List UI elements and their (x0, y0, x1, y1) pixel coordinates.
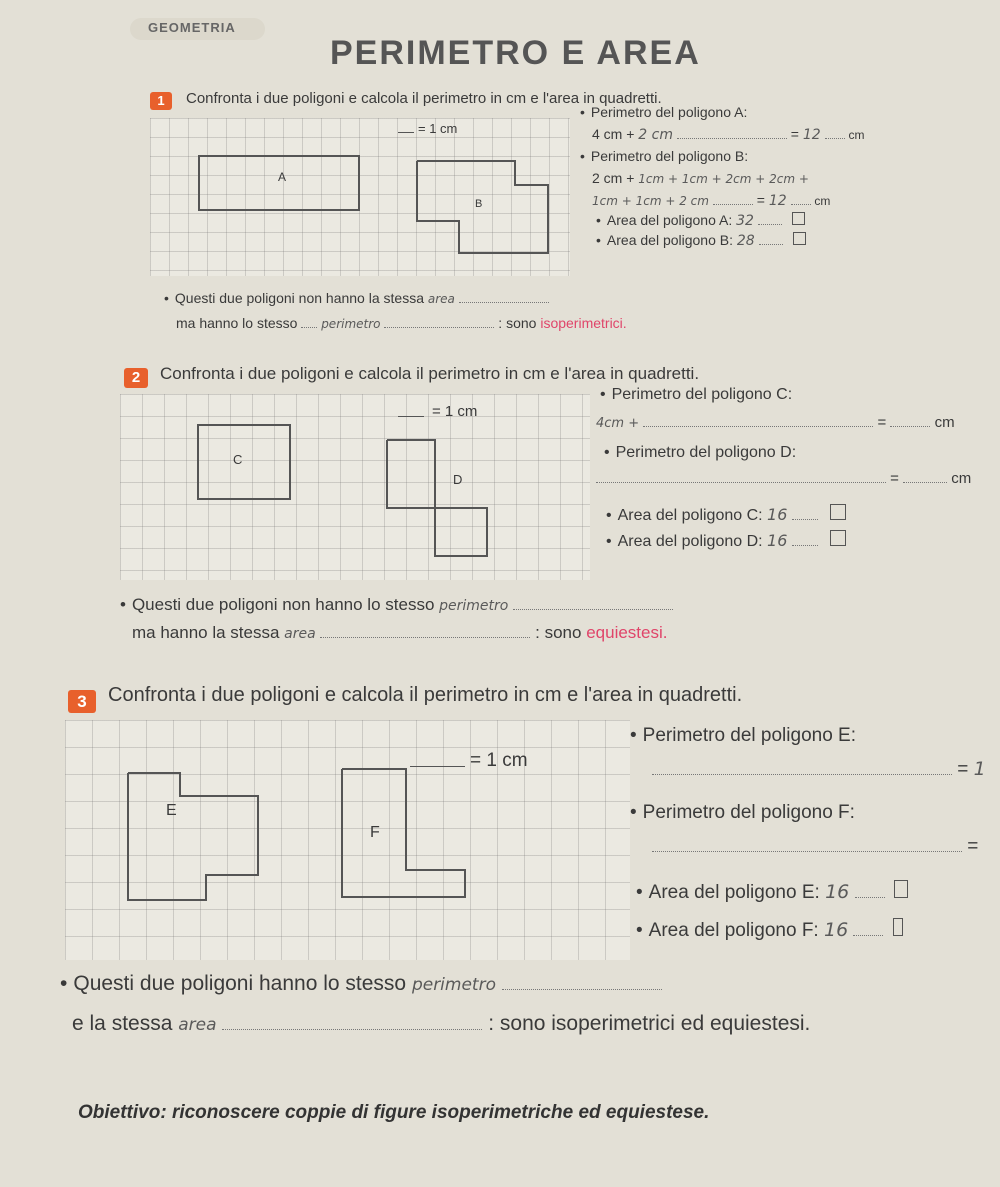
polygon-e (120, 765, 270, 905)
exercise-3-q2: e la stessa (72, 1012, 173, 1035)
polygon-a-label: A (278, 170, 287, 184)
exercise-1-conclusion-2 (176, 315, 627, 331)
perimeter-b-handwriting-1: 1cm + 1cm + 2cm + 2cm + (638, 172, 809, 186)
exercise-2-q2: ma hanno la stessa (132, 623, 280, 642)
polygon-f-outline (342, 769, 465, 897)
exercise-3-conclusion-2 (72, 1012, 810, 1036)
exercise-3-instruction: Confronta i due poligoni e calcola il perimetro in cm e l'area in quadretti. (108, 684, 743, 706)
polygon-d-outline (387, 440, 487, 556)
exercise-1-badge: 1 (150, 92, 172, 110)
perimeter-d-calc (596, 470, 971, 487)
page-title: PERIMETRO E AREA (330, 34, 701, 72)
perimeter-d-label: • Perimetro del poligono D: (604, 444, 796, 461)
perimeter-f-row (630, 802, 855, 824)
exercise-2-instruction: Confronta i due poligoni e calcola il perimetro in cm e l'area in quadretti. (160, 364, 700, 383)
exercise-2-keyword: equiestesi. (586, 623, 668, 642)
perimeter-e-value: 1 (973, 758, 986, 780)
exercise-3-q1-answer: perimetro (411, 975, 496, 995)
area-f-label: • Area del poligono F: (636, 920, 819, 941)
perimeter-a-unit: cm (848, 128, 865, 142)
polygon-c-label: C (233, 452, 243, 467)
square-unit-icon (830, 530, 846, 546)
polygon-e-outline (128, 773, 258, 900)
exercise-2-q2-answer: area (284, 626, 316, 642)
perimeter-b-calc-2 (592, 192, 830, 209)
polygon-b (415, 145, 555, 255)
area-b-row (596, 232, 806, 249)
exercise-1-scale-line (398, 132, 414, 133)
exercise-3-q1: • Questi due poligoni hanno lo stesso (60, 972, 406, 995)
polygon-f (335, 762, 475, 902)
perimeter-f-calc (652, 836, 997, 858)
perimeter-a-row (580, 104, 747, 120)
perimeter-c-handwriting: 4cm + (596, 416, 640, 431)
perimeter-a-calc (592, 126, 932, 143)
area-a-row (596, 212, 805, 229)
perimeter-c-equals: = (877, 414, 887, 431)
polygon-c (197, 424, 291, 500)
area-d-value: 16 (767, 531, 788, 550)
polygon-f-label: F (370, 824, 380, 841)
square-unit-icon (830, 504, 846, 520)
perimeter-b-equals: = (756, 192, 765, 208)
area-a-label: • Area del poligono A: (596, 212, 732, 228)
perimeter-f-label: • Perimetro del poligono F: (630, 802, 855, 823)
perimeter-c-unit: cm (934, 414, 955, 431)
polygon-e-label: E (166, 802, 177, 819)
perimeter-d-row (604, 444, 796, 462)
perimeter-a-handwriting: 2 cm (638, 127, 673, 143)
perimeter-b-row (580, 148, 748, 164)
exercise-3-badge: 3 (68, 690, 96, 713)
square-unit-icon (793, 232, 806, 245)
perimeter-a-equals: = (790, 126, 799, 142)
polygon-d-label: D (453, 472, 463, 487)
perimeter-e-row (630, 725, 856, 747)
area-b-value: 28 (736, 233, 755, 249)
area-f-row (636, 918, 903, 942)
exercise-1-q1-answer: area (427, 292, 455, 306)
exercise-1-scale: = 1 cm (418, 121, 458, 136)
perimeter-b-unit: cm (814, 194, 831, 208)
exercise-3-q2-end: : sono isoperimetrici ed equiestesi. (488, 1012, 811, 1035)
exercise-1-keyword: isoperimetrici. (540, 315, 627, 331)
perimeter-a-value: 12 (802, 127, 821, 143)
area-f-value: 16 (824, 919, 849, 941)
perimeter-f-equals: = (967, 836, 979, 857)
perimeter-c-calc (596, 414, 955, 431)
area-d-row (606, 530, 846, 551)
exercise-2-badge: 2 (124, 368, 148, 388)
perimeter-c-row (600, 386, 792, 404)
perimeter-b-calc-1 (592, 170, 809, 186)
area-e-row (636, 880, 908, 904)
perimeter-e-calc (652, 758, 997, 781)
area-c-row (606, 504, 846, 525)
exercise-2-q2-end: : sono (535, 623, 582, 642)
polygon-b-outline (417, 161, 548, 253)
area-d-label: • Area del poligono D: (606, 533, 763, 550)
perimeter-a-label: • Perimetro del poligono A: (580, 104, 747, 120)
exercise-1-q2: ma hanno lo stesso (176, 315, 298, 331)
section-label: GEOMETRIA (148, 20, 236, 35)
area-e-label: • Area del poligono E: (636, 882, 820, 903)
polygon-b-label: B (475, 198, 483, 210)
square-unit-icon (893, 918, 903, 936)
exercise-2-scale-line (398, 416, 424, 417)
perimeter-a-start: 4 cm + (592, 126, 635, 142)
area-c-value: 16 (767, 505, 788, 524)
perimeter-d-equals: = (890, 470, 899, 487)
area-e-value: 16 (825, 881, 850, 903)
exercise-1-q2-answer: perimetro (321, 317, 381, 331)
exercise-2-conclusion-2 (132, 623, 667, 643)
exercise-3-scale: = 1 cm (470, 750, 528, 771)
area-b-label: • Area del poligono B: (596, 232, 733, 248)
area-c-label: • Area del poligono C: (606, 507, 763, 524)
perimeter-e-label: • Perimetro del poligono E: (630, 725, 856, 746)
exercise-2-conclusion-1 (120, 595, 673, 615)
footer-objective: Obiettivo: riconoscere coppie di figure isoperimetriche ed equiestese. (78, 1102, 710, 1123)
area-a-value: 32 (736, 213, 754, 229)
exercise-1-conclusion-1 (164, 290, 549, 306)
exercise-1-q1: • Questi due poligoni non hanno la stessa (164, 290, 424, 306)
perimeter-b-handwriting-2: 1cm + 1cm + 2 cm (592, 194, 709, 208)
exercise-2-q1: • Questi due poligoni non hanno lo stesso (120, 595, 434, 614)
polygon-d (385, 430, 525, 570)
perimeter-d-unit: cm (951, 470, 972, 487)
exercise-1-q2-end: : sono (498, 315, 537, 331)
exercise-3-conclusion-1 (60, 972, 662, 996)
square-unit-icon (792, 212, 805, 225)
perimeter-b-label: • Perimetro del poligono B: (580, 148, 748, 164)
square-unit-icon (894, 880, 908, 898)
exercise-1-instruction: Confronta i due poligoni e calcola il perimetro in cm e l'area in quadretti. (186, 90, 662, 107)
perimeter-c-label: • Perimetro del poligono C: (600, 386, 792, 403)
exercise-2-scale: = 1 cm (432, 403, 478, 420)
exercise-3-q2-answer: area (178, 1015, 217, 1035)
perimeter-b-value: 12 (768, 193, 787, 209)
exercise-2-q1-answer: perimetro (439, 598, 509, 614)
perimeter-e-equals: = (957, 759, 969, 780)
perimeter-b-start: 2 cm + (592, 170, 635, 186)
